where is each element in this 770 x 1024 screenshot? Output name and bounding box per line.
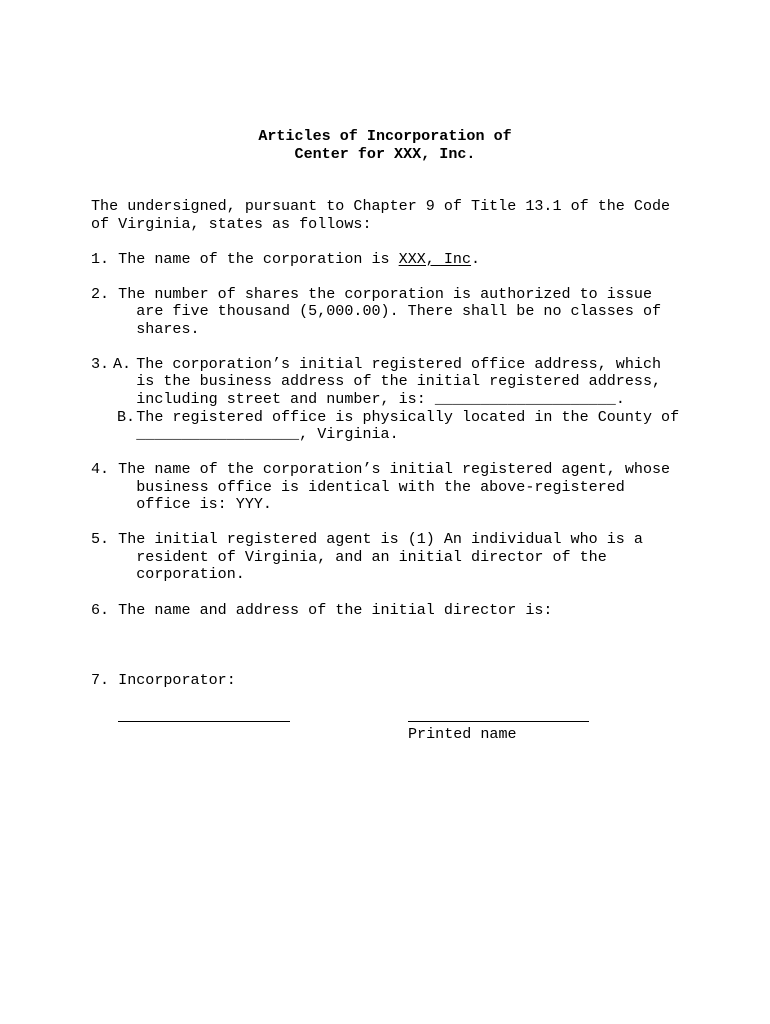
article-4 xyxy=(91,461,731,514)
article-5 xyxy=(91,531,731,584)
article-7-number: 7. xyxy=(91,670,110,689)
article-3b xyxy=(91,409,731,444)
printed-name-line xyxy=(408,721,589,722)
article-2 xyxy=(91,286,731,339)
document-body xyxy=(91,198,731,689)
article-2-line: shares. xyxy=(136,319,200,338)
intro-line: The undersigned, pursuant to Chapter 9 of Title 13.1 of the Code xyxy=(91,197,671,215)
article-4-line: office is: YYY. xyxy=(136,495,272,514)
title-line: Center for XXX, Inc. xyxy=(294,145,476,163)
article-1-number: 1. xyxy=(91,249,110,268)
article-5-number: 5. xyxy=(91,530,110,549)
article-7-text: Incorporator: xyxy=(118,670,236,689)
article-3a-label: A. xyxy=(113,354,132,373)
article-6-text: The name and address of the initial director is: xyxy=(118,600,553,619)
article-2-line: are five thousand (5,000.00). There shall be no classes of xyxy=(136,302,662,321)
article-1-text-after: . xyxy=(471,249,481,268)
article-3b-label: B. xyxy=(117,407,136,426)
article-1 xyxy=(91,251,731,269)
article-4-line: The name of the corporation’s initial registered agent, whose xyxy=(118,460,671,479)
intro-line: of Virginia, states as follows: xyxy=(91,214,372,233)
printed-name-label: Printed name xyxy=(408,725,517,743)
article-1-text xyxy=(91,251,731,269)
article-3 xyxy=(91,356,731,444)
article-1-text-before: The name of the corporation is xyxy=(118,249,399,268)
article-4-line: business office is identical with the above-registered xyxy=(136,477,625,496)
article-3a-line: The corporation’s initial registered office address, which xyxy=(136,354,662,373)
intro-paragraph xyxy=(91,198,731,233)
county-blank: __________________ xyxy=(136,425,300,444)
article-5-line: The initial registered agent is (1) An individual who is a xyxy=(118,530,643,549)
article-2-line: The number of shares the corporation is authorized to issue xyxy=(118,284,652,303)
article-5-line: corporation. xyxy=(136,565,245,584)
title-line: Articles of Incorporation of xyxy=(258,127,512,145)
article-6-number: 6. xyxy=(91,600,110,619)
corporation-name: XXX, Inc xyxy=(398,249,472,268)
article-3a xyxy=(91,356,731,409)
document-title xyxy=(0,127,770,163)
article-3b-line: The registered office is physically located in the County of xyxy=(136,407,680,426)
article-5-line: resident of Virginia, and an initial director of the xyxy=(136,547,607,566)
article-4-number: 4. xyxy=(91,460,110,479)
article-3b-blank-suffix: , Virginia. xyxy=(299,425,399,444)
article-3-number: 3. xyxy=(91,354,110,373)
article-3a-blank-suffix: . xyxy=(615,390,625,409)
article-6 xyxy=(91,602,731,620)
article-3a-line xyxy=(136,391,731,409)
article-3a-line: is the business address of the initial registered address, xyxy=(136,372,662,391)
article-3a-blank-prefix: including street and number, is: xyxy=(136,390,435,409)
article-7 xyxy=(91,672,731,690)
article-2-number: 2. xyxy=(91,284,110,303)
office-address-blank: ____________________ xyxy=(434,390,616,409)
article-3b-line xyxy=(136,426,731,444)
signature-line xyxy=(118,721,290,722)
